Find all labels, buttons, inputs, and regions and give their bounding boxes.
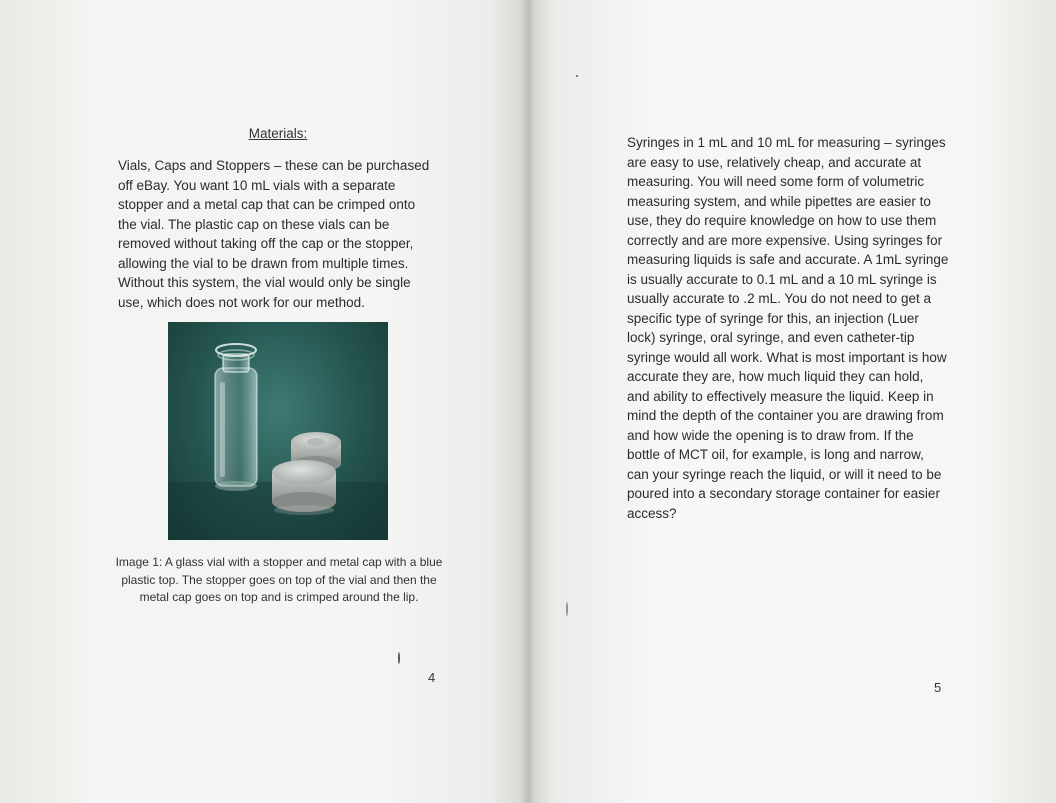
paper-speck [398, 652, 400, 664]
page-number-right: 5 [934, 680, 942, 695]
paper-speck [576, 75, 578, 77]
right-page [528, 0, 1056, 803]
metal-cap-front [272, 460, 336, 515]
vial-photo-illustration [168, 322, 388, 540]
page-number-left: 4 [428, 670, 436, 685]
glass-vial-with-caps-photo [168, 322, 388, 540]
book-gutter [521, 0, 535, 803]
materials-heading: Materials: [248, 126, 308, 141]
syringes-paragraph: Syringes in 1 mL and 10 mL for measuring – syringes are easy to use, relatively cheap, and accurate at measuring. You will need some form of volumetric measuring system, and while pipettes are easier to use, they do require knowledge on how to use them correctly and are more expensive. Using syringes for measuring liquids is safe and accurate. A 1mL syringe is usually accurate to 0.1 mL and a 10 mL syringe is usually accurate to .2 mL. You do not need to get a specific type of syringe for this, an injection (Luer lock) syringe, oral syringe, and even catheter-tip syringe would all work. What is most important is how accurate they are, how much liquid they can hold, and ability to effectively measure the liquid. Keep in mind the depth of the container you are drawing from and how wide the opening is to draw from. If the bottle of MCT oil, for example, is long and narrow, can your syringe reach the liquid, or will it need to be poured into a secondary storage container for easier access? [627, 135, 949, 521]
vials-paragraph: Vials, Caps and Stoppers – these can be purchased off eBay. You want 10 mL vials with a separate stopper and a metal cap that can be crimped onto the vial. The plastic cap on these vials can be removed without taking off the cap or the stopper, allowing the vial to be drawn from multiple times. Without this system, the vial would only be single use, which does not work for our method. [118, 158, 430, 310]
glass-vial [215, 344, 257, 491]
paper-speck [566, 602, 568, 616]
image-caption: Image 1: A glass vial with a stopper and metal cap with a blue plastic top. The stopper goes on top of the vial and then the metal cap goes on top and is crimped around the lip. [115, 555, 443, 604]
